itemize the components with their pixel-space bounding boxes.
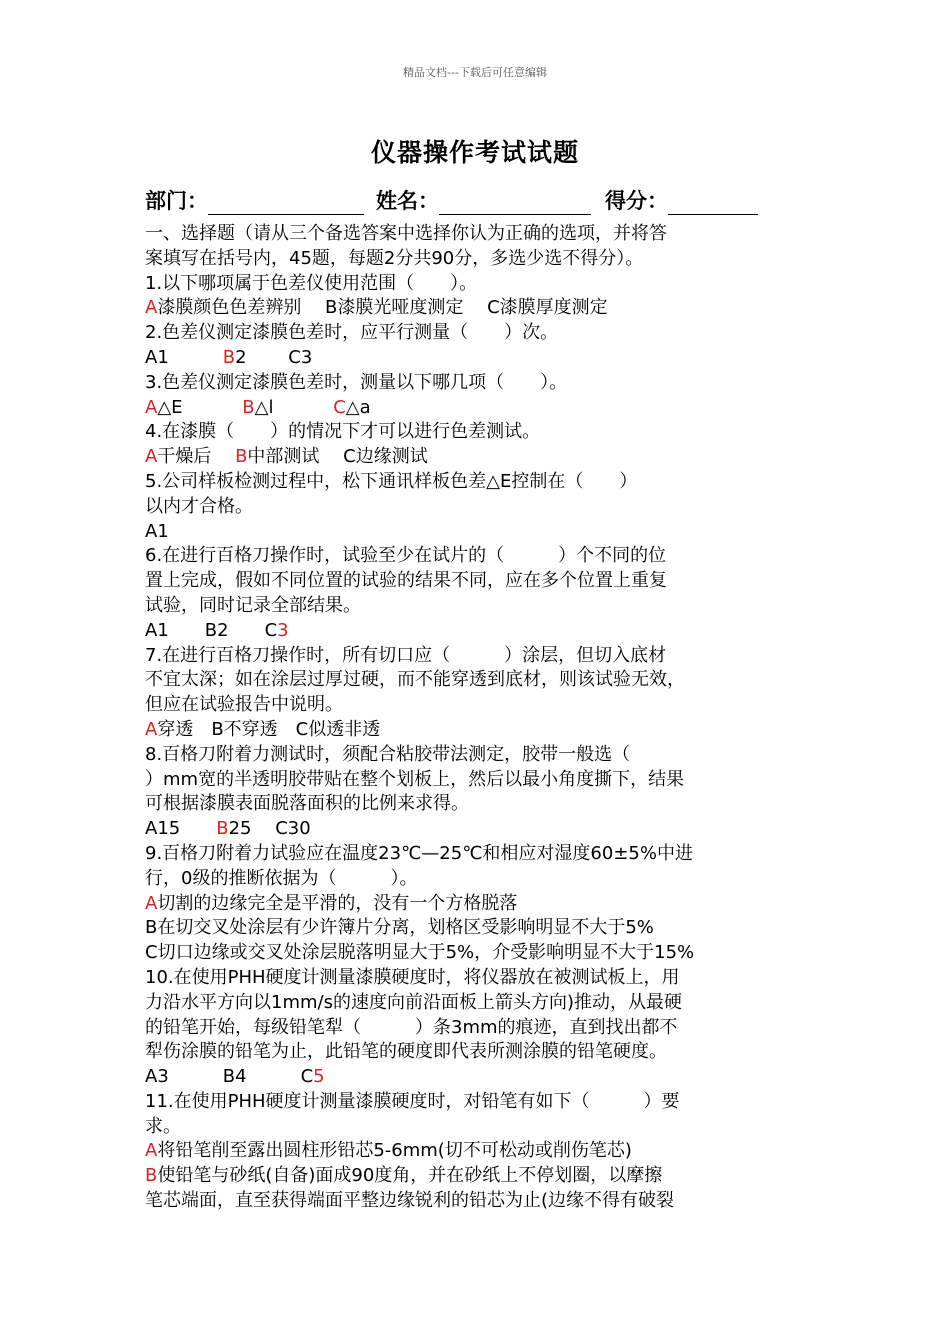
text-line: ）mm宽的半透明胶带贴在整个划板上，然后以最小角度撕下，结果 — [145, 768, 685, 790]
score-label: 得分： — [605, 189, 668, 213]
answer-mark: B — [145, 1165, 158, 1187]
text-line: 2.色差仪测定漆膜色差时，应平行测量（ ）次。 — [145, 322, 559, 344]
text-segment: 干燥后 — [157, 446, 236, 468]
text-line — [145, 1065, 817, 1090]
text-line: 可根据漆膜表面脱落面积的比例来求得。 — [145, 793, 469, 815]
text-line: 1.以下哪项属于色差仪使用范围（ ）。 — [145, 272, 478, 294]
text-segment: 2 C3 — [235, 346, 313, 368]
answer-mark: B — [235, 446, 248, 468]
text-segment: 漆膜颜色色差辨别 B漆膜光哑度测定 C漆膜厚度测定 — [157, 297, 608, 319]
text-segment: 将铅笔削至露出圆柱形铅芯5-6mm(切不可松动或削伤笔芯) — [157, 1140, 632, 1162]
text-line: 11.在使用PHH硬度计测量漆膜硬度时，对铅笔有如下（ ）要 — [145, 1090, 680, 1112]
text-line: C切口边缘或交叉处涂层脱落明显大于5%，介受影响明显不大于15% — [145, 942, 695, 964]
text-line: 以内才合格。 — [145, 495, 253, 517]
text-line — [145, 817, 817, 842]
text-segment: A3 B4 C — [145, 1066, 314, 1088]
text-segment: 穿透 B不穿透 C似透非透 — [157, 718, 381, 740]
text-line: 求。 — [145, 1115, 181, 1137]
score-blank[interactable] — [668, 190, 758, 215]
text-line: 不宜太深；如在涂层过厚过硬，而不能穿透到底材，则该试验无效， — [145, 669, 685, 691]
answer-mark: A — [145, 718, 158, 740]
text-line — [145, 396, 817, 421]
dept-label: 部门： — [145, 189, 208, 213]
text-line: 5.公司样板检测过程中，松下通讯样板色差△E控制在（ ） — [145, 470, 638, 492]
text-line: 4.在漆膜（ ）的情况下才可以进行色差测试。 — [145, 421, 541, 443]
text-segment: 切割的边缘完全是平滑的，没有一个方格脱落 — [157, 892, 518, 914]
text-segment: A1 — [145, 346, 223, 368]
answer-mark: B — [216, 818, 229, 840]
text-line: 笔芯端面，直至获得端面平整边缘锐利的铅芯为止(边缘不得有破裂 — [145, 1190, 675, 1212]
text-line: 犁伤涂膜的铅笔为止，此铅笔的硬度即代表所测涂膜的铅笔硬度。 — [145, 1041, 667, 1063]
text-line — [145, 718, 817, 743]
text-segment: 中部测试 C边缘测试 — [247, 446, 428, 468]
text-line: 一、选择题（请从三个备选答案中选择你认为正确的选项，并将答 — [145, 223, 667, 244]
text-segment: △E — [157, 396, 243, 418]
answer-mark: A — [145, 396, 158, 418]
answer-mark: 3 — [277, 619, 289, 641]
name-label: 姓名： — [376, 189, 439, 213]
answer-mark: A — [145, 446, 158, 468]
answer-mark: C — [333, 396, 346, 418]
text-line: A1 — [145, 520, 169, 542]
answer-mark: A — [145, 297, 158, 319]
text-segment: △a — [345, 396, 371, 418]
text-line: 置上完成，假如不同位置的试验的结果不同，应在多个位置上重复 — [145, 570, 667, 592]
text-line: 7.在进行百格刀操作时，所有切口应（ ）涂层，但切入底材 — [145, 644, 667, 666]
answer-mark: A — [145, 892, 158, 914]
text-segment: A1 B2 C — [145, 619, 278, 641]
question-body — [145, 222, 817, 1214]
text-segment: 25 C30 — [228, 818, 311, 840]
page-header: 精品文档---下载后可任意编辑 — [403, 66, 547, 79]
info-row — [145, 185, 805, 215]
text-line: 3.色差仪测定漆膜色差时，测量以下哪几项（ ）。 — [145, 371, 568, 393]
dept-blank[interactable] — [208, 190, 364, 215]
text-line: 行，0级的推断依据为（ ）。 — [145, 867, 418, 889]
text-line: 力沿水平方向以1mm/s的速度向前沿面板上箭头方向)推动，从最硬 — [145, 991, 682, 1013]
text-line: 9.百格刀附着力试验应在温度23℃—25℃和相应对湿度60±5%中进 — [145, 842, 693, 864]
text-line — [145, 1164, 817, 1189]
text-line — [145, 1139, 817, 1164]
text-line: 8.百格刀附着力测试时，须配合粘胶带法测定，胶带一般选（ — [145, 743, 631, 765]
text-segment: A15 — [145, 818, 217, 840]
answer-mark: B — [242, 396, 255, 418]
page-title: 仪器操作考试试题 — [370, 138, 579, 167]
name-blank[interactable] — [439, 190, 591, 215]
text-line: 但应在试验报告中说明。 — [145, 694, 343, 716]
text-line: 案填写在括号内，45题，每题2分共90分，多选少选不得分）。 — [145, 247, 644, 269]
answer-mark: A — [145, 1140, 158, 1162]
text-line: 试验，同时记录全部结果。 — [145, 594, 361, 616]
text-line — [145, 346, 817, 371]
answer-mark: 5 — [313, 1066, 325, 1088]
text-line: 6.在进行百格刀操作时，试验至少在试片的（ ）个不同的位 — [145, 545, 667, 567]
text-line — [145, 619, 817, 644]
text-line: B在切交叉处涂层有少许簿片分离，划格区受影响明显不大于5% — [145, 917, 654, 939]
text-line: 的铅笔开始，每级铅笔犁（ ）条3mm的痕迹，直到找出都不 — [145, 1016, 678, 1038]
text-line — [145, 296, 817, 321]
answer-mark: B — [222, 346, 236, 368]
text-line: 10.在使用PHH硬度计测量漆膜硬度时，将仪器放在被测试板上，用 — [145, 966, 680, 988]
text-segment: 使铅笔与砂纸(自备)面成90度角，并在砂纸上不停划圈，以摩擦 — [157, 1165, 663, 1187]
text-segment: △l — [254, 396, 334, 418]
text-line — [145, 892, 817, 917]
text-line — [145, 445, 817, 470]
